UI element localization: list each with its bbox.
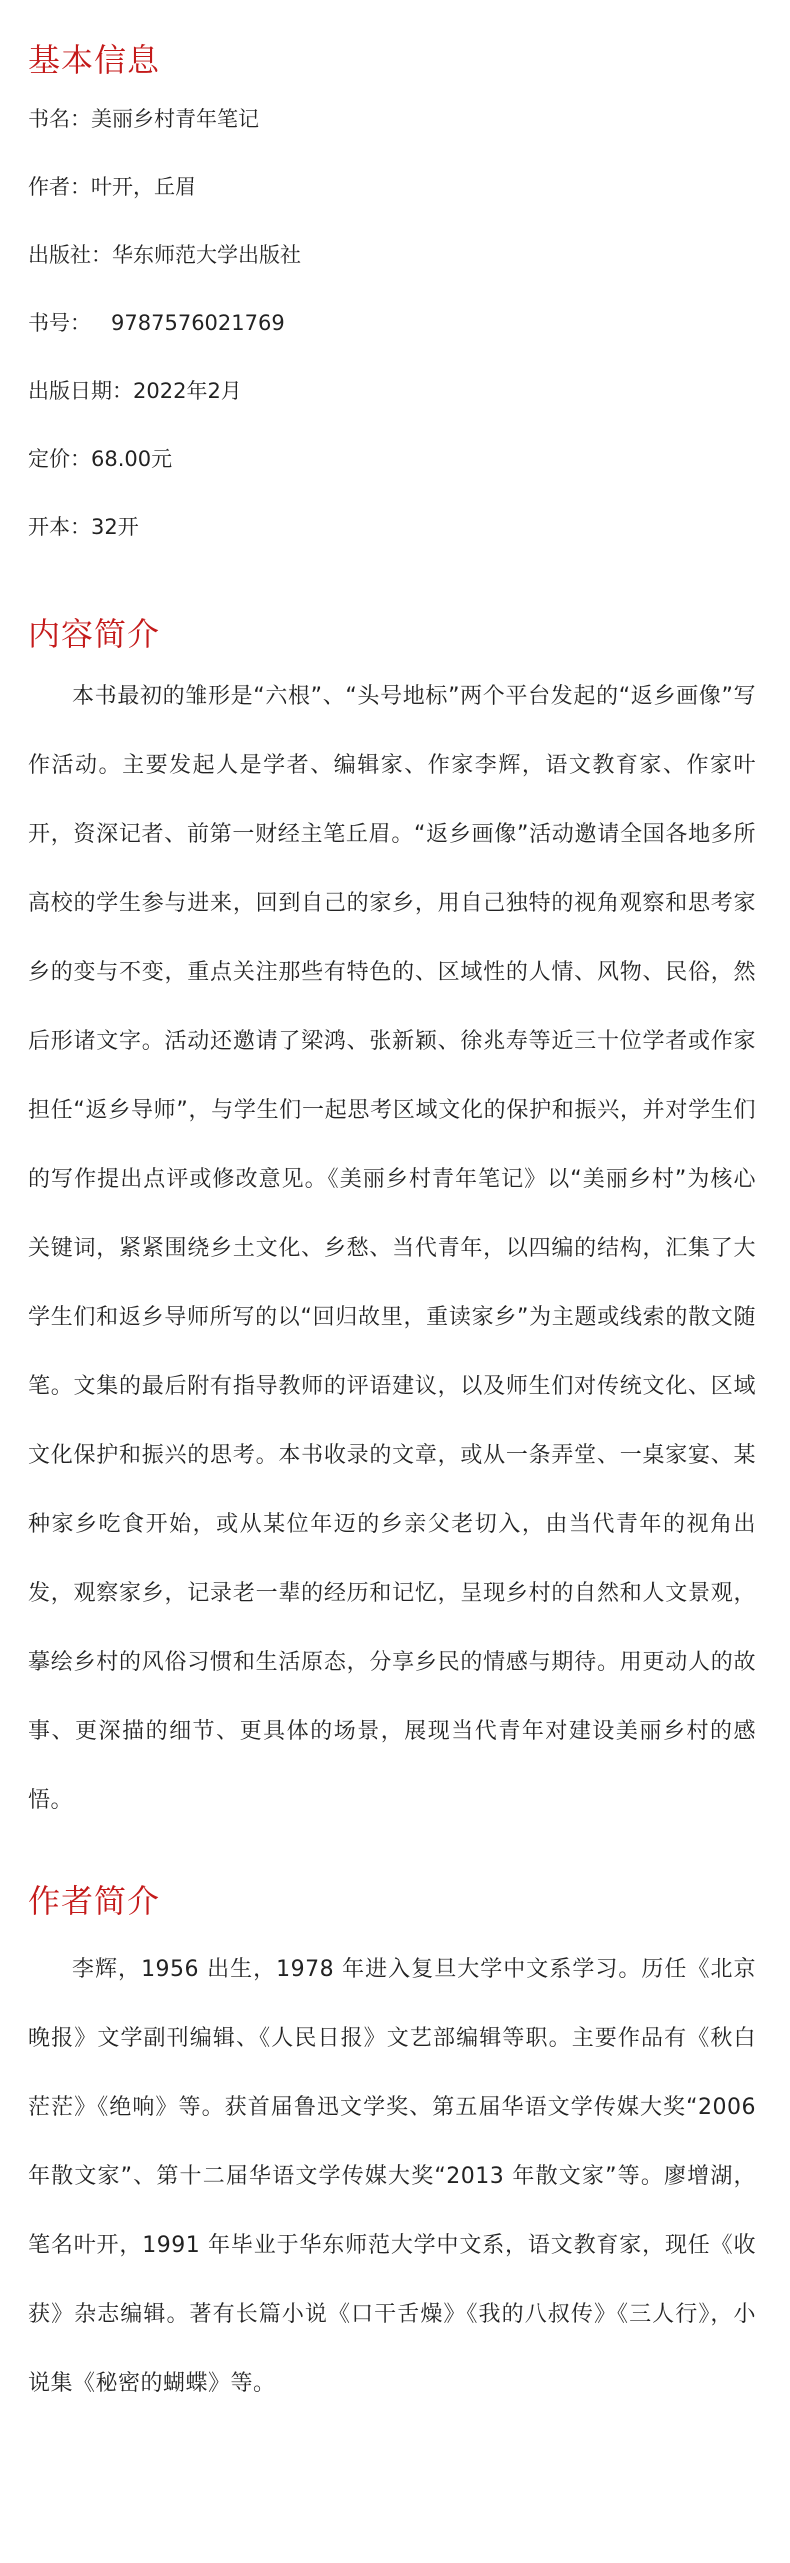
author-intro-section: [28, 1835, 756, 2418]
book-title-field: 书名：美丽乡村青年笔记: [28, 107, 259, 131]
content-intro-section: [28, 580, 756, 1835]
author-intro-heading: 作者简介: [28, 1882, 161, 1920]
author-intro-paragraph: 李辉，1956 出生，1978 年进入复旦大学中文系学习。历任《北京晚报》文学副刊编辑、《人民日报》文艺部编辑等职。主要作品有《秋白茫茫》《绝响》等。获首届鲁迅文学奖、第五届华语文学传媒大奖“2006 年散文家”、第十二届华语文学传媒大奖“2013 年散文家”等。廖增湖，笔名叶开，1991 年毕业于华东师范大学中文系，语文教育家，现任《收获》杂志编辑。著有长篇小说《口干舌燥》《我的八叔传》《三人行》，小说集《秘密的蝴蝶》等。: [28, 1957, 756, 2396]
basic-info-section: [28, 0, 756, 542]
content-intro-paragraph: 本书最初的雏形是“六根”、“头号地标”两个平台发起的“返乡画像”写作活动。主要发起人是学者、编辑家、作家李辉，语文教育家、作家叶开，资深记者、前第一财经主笔丘眉。“返乡画像”活动邀请全国各地多所高校的学生参与进来，回到自己的家乡，用自己独特的视角观察和思考家乡的变与不变，重点关注那些有特色的、区域性的人情、风物、民俗，然后形诸文字。活动还邀请了梁鸿、张新颖、徐兆寿等近三十位学者或作家担任“返乡导师”，与学生们一起思考区域文化的保护和振兴，并对学生们的写作提出点评或修改意见。《美丽乡村青年笔记》以“美丽乡村”为核心关键词，紧紧围绕乡土文化、乡愁、当代青年，以四编的结构，汇集了大学生们和返乡导师所写的以“回归故里，重读家乡”为主题或线索的散文随笔。文集的最后附有指导教师的评语建议，以及师生们对传统文化、区域文化保护和振兴的思考。本书收录的文章，或从一条弄堂、一桌家宴、某种家乡吃食开始，或从某位年迈的乡亲父老切入，由当代青年的视角出发，观察家乡，记录老一辈的经历和记忆，呈现乡村的自然和人文景观，摹绘乡村的风俗习惯和生活原态，分享乡民的情感与期待。用更动人的故事、更深描的细节、更具体的场景，展现当代青年对建设美丽乡村的感悟。: [28, 684, 756, 1813]
content-intro-heading: 内容简介: [28, 615, 161, 653]
basic-info-heading: 基本信息: [28, 41, 161, 79]
publish-date-field: 出版日期：2022年2月: [28, 379, 242, 403]
isbn-field: 书号： 9787576021769: [28, 311, 285, 335]
author-field: 作者：叶开，丘眉: [28, 175, 196, 199]
price-field: 定价：68.00元: [28, 447, 173, 471]
publisher-field: 出版社：华东师范大学出版社: [28, 243, 301, 267]
format-field: 开本：32开: [28, 515, 139, 539]
basic-info-list: [28, 104, 756, 542]
